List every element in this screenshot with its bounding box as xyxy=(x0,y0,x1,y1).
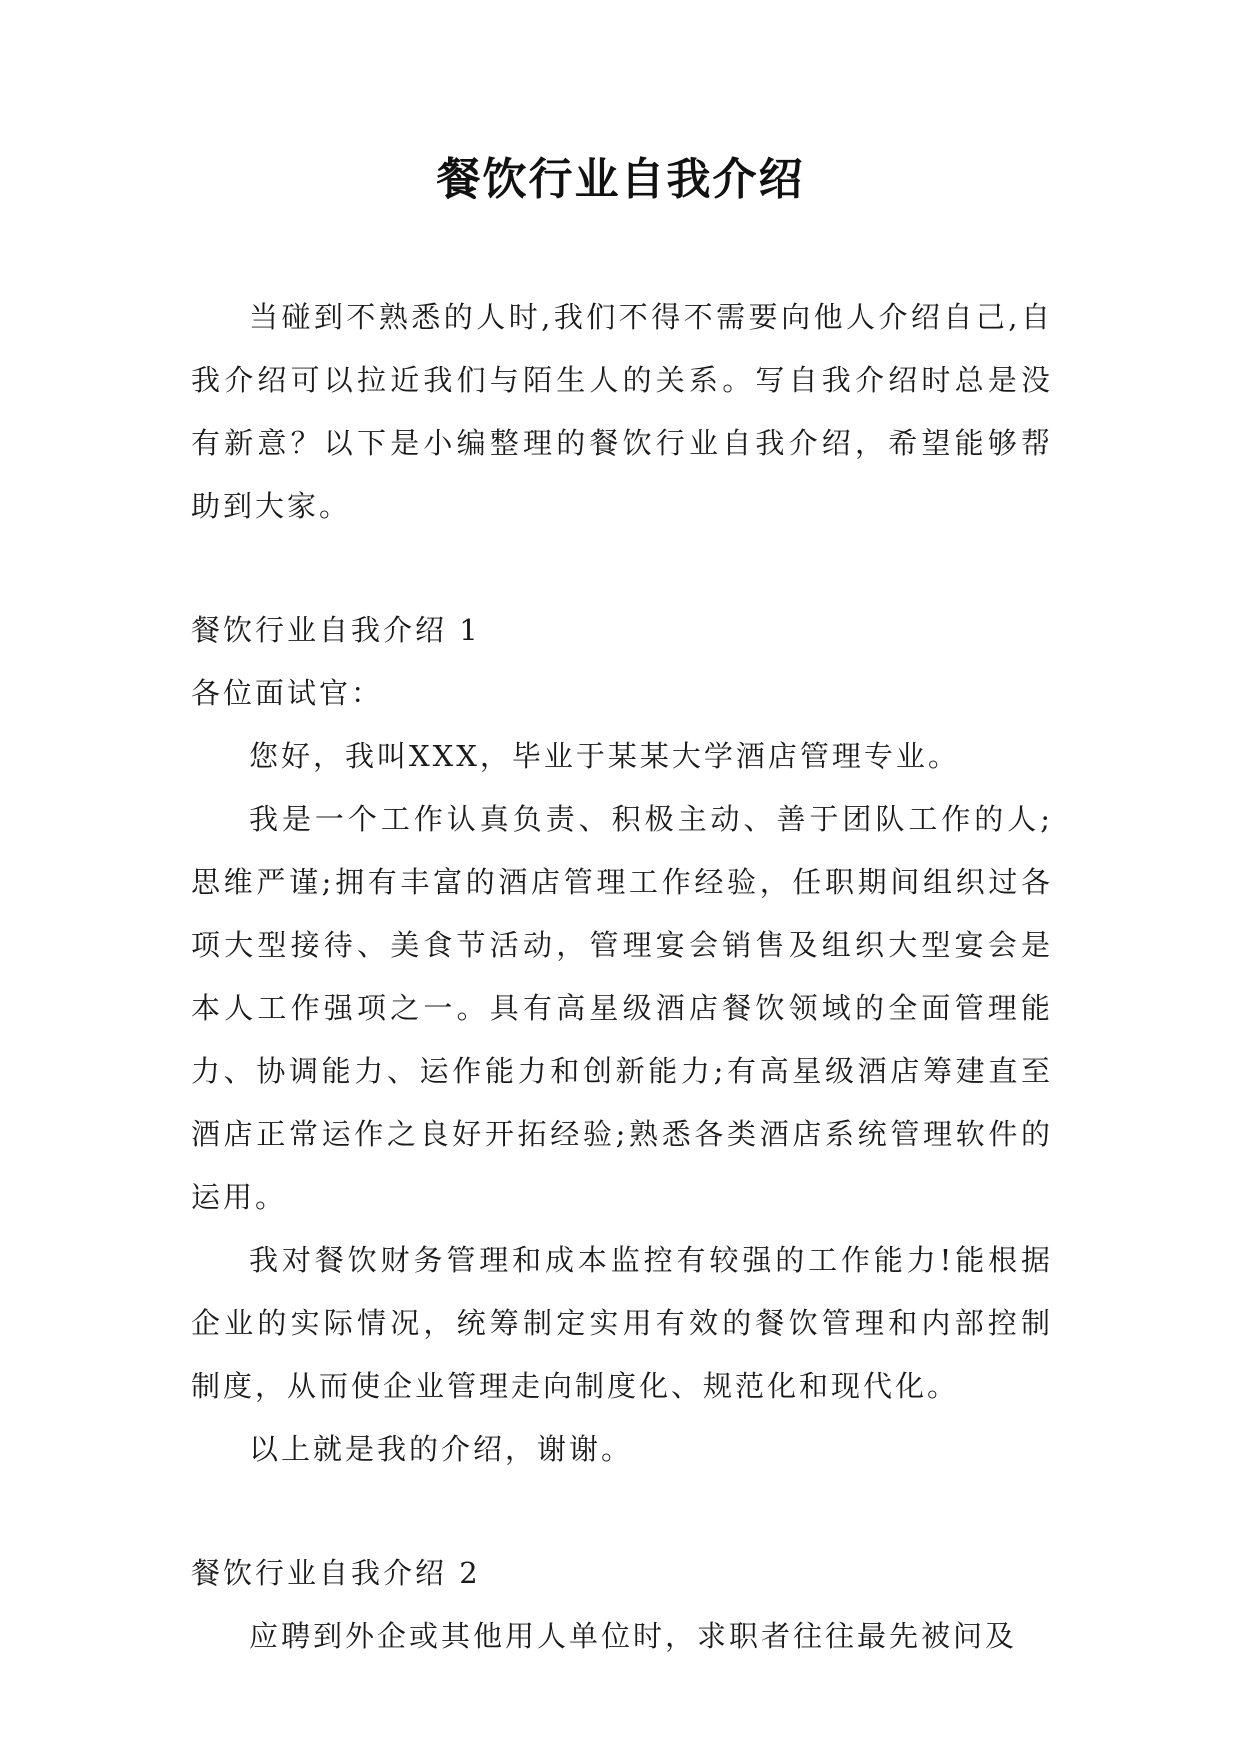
salutation: 各位面试官： xyxy=(191,676,384,710)
body-paragraph: 应聘到外企或其他用人单位时，求职者往往最先被问及 xyxy=(249,1619,1018,1653)
document-title: 餐饮行业自我介绍 xyxy=(436,154,805,205)
document-body xyxy=(191,286,1053,1668)
section-spacer xyxy=(191,538,1053,599)
section-heading-2: 餐饮行业自我介绍 2 xyxy=(191,1556,481,1590)
body-paragraph: 我是一个工作认真负责、积极主动、善于团队工作的人;思维严谨;拥有丰富的酒店管理工作经验，任职期间组织过各项大型接待、美食节活动，管理宴会销售及组织大型宴会是本人工作强项之一。具有高星级酒店餐饮领域的全面管理能力、协调能力、运作能力和创新能力;有高星级酒店筹建直至酒店正常运作之良好开拓经验;熟悉各类酒店系统管理软件的运用。 xyxy=(191,802,1053,1214)
body-paragraph: 您好，我叫XXX，毕业于某某大学酒店管理专业。 xyxy=(249,739,960,773)
closing-paragraph: 以上就是我的介绍，谢谢。 xyxy=(249,1432,634,1466)
section-spacer xyxy=(191,1481,1053,1542)
intro-paragraph: 当碰到不熟悉的人时,我们不得不需要向他人介绍自己,自我介绍可以拉近我们与陌生人的关系。写自我介绍时总是没有新意？以下是小编整理的餐饮行业自我介绍，希望能够帮助到大家。 xyxy=(191,300,1053,523)
body-paragraph: 我对餐饮财务管理和成本监控有较强的工作能力!能根据企业的实际情况，统筹制定实用有效的餐饮管理和内部控制制度，从而使企业管理走向制度化、规范化和现代化。 xyxy=(191,1243,1053,1403)
section-heading-1: 餐饮行业自我介绍 1 xyxy=(191,613,481,647)
